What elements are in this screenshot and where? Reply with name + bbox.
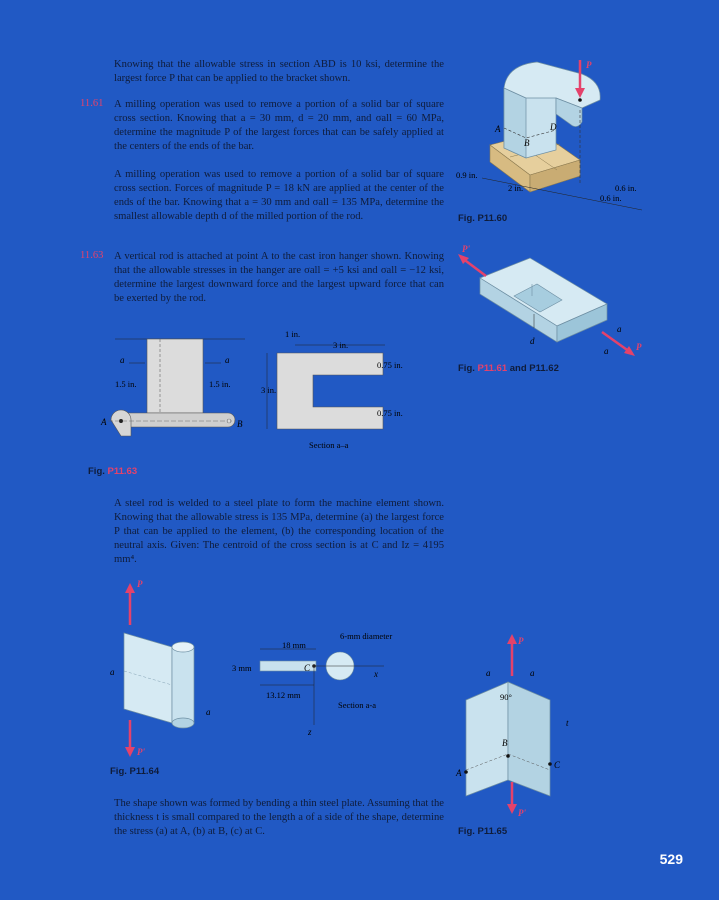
figure-p11-61-caption <box>458 363 559 374</box>
f65-label-a-right: a <box>530 668 535 678</box>
f63-caption-red: P11.63 <box>107 466 138 477</box>
problem-11-63-text: A vertical rod is attached at point A to the cast iron hanger shown. Knowing that the allowable stresses in the hanger are σall = +5 ksi and σall = −12 ksi, determine the largest downward force and the largest upward force that can be exerted by the rod. <box>114 251 444 304</box>
f60-label-D: D <box>550 122 557 132</box>
f64-dim-13-12mm: 13.12 mm <box>266 690 301 700</box>
f63-caption-pre: Fig. <box>88 466 108 477</box>
f60-dim-0-9in: 0.9 in. <box>456 170 478 180</box>
f63-dim-3in-horiz: 3 in. <box>333 340 349 350</box>
f65-label-90deg: 90° <box>500 692 512 702</box>
problem-11-62-text: A milling operation was used to remove a portion of a solid bar of square cross section. Forces of magnitude P = 18 kN are applied at the center of the ends of the bar. Knowing that a = 30 mm and σall = 135 MPa, determine the smallest allowable depth d of the milled portion of the rod. <box>114 169 444 222</box>
f64-label-a-right: a <box>206 707 211 717</box>
figure-p11-60-caption: Fig. P11.60 <box>458 213 508 224</box>
f64-label-z: z <box>308 727 312 737</box>
f65-label-B: B <box>502 738 508 748</box>
figure-p11-60 <box>452 50 667 235</box>
problem-11-65-text: The shape shown was formed by bending a thin steel plate. Assuming that the thickness t is small compared to the length a of a side of the shape, determine the stress (a) at A, (b) at B, (c) at C. <box>114 798 444 837</box>
f60-label-P: P <box>586 60 592 70</box>
f65-label-A: A <box>456 768 462 778</box>
f64-dim-18mm: 18 mm <box>282 640 306 650</box>
figure-p11-63-caption <box>88 466 137 477</box>
f60-dim-2in: 2 in. <box>508 183 524 193</box>
figure-p11-61 <box>452 240 652 365</box>
figure-p11-65-caption: Fig. P11.65 <box>458 826 508 837</box>
f64-dim-6mm-diameter: 6-mm diameter <box>340 631 393 641</box>
f65-label-Pprime: P' <box>518 808 526 818</box>
f65-label-C: C <box>554 760 561 770</box>
f63-label-a-right: a <box>225 355 230 365</box>
f64-label-P: P <box>137 579 143 589</box>
f61-caption-red: P11.61 <box>477 363 508 374</box>
f63-dim-1-5in-right: 1.5 in. <box>209 379 231 389</box>
page-number: 529 <box>659 851 683 867</box>
f64-label-Pprime: P' <box>137 747 145 757</box>
problem-11-63-number: 11.63 <box>80 250 104 261</box>
figure-p11-64 <box>100 575 410 765</box>
f65-label-P: P <box>518 636 524 646</box>
f61-caption-post: and P11.62 <box>507 363 559 374</box>
f63-dim-1in: 1 in. <box>285 329 301 339</box>
f64-label-a-left: a <box>110 667 115 677</box>
f60-dim-0-6in-a: 0.6 in. <box>615 183 637 193</box>
figure-p11-64-caption: Fig. P11.64 <box>110 766 160 777</box>
f63-label-B: B <box>237 419 243 429</box>
problem-11-61-text: A milling operation was used to remove a portion of a solid bar of square cross section. Knowing that a = 30 mm, d = 20 mm, and σall = 60 MPa, determine the magnitude P of the largest forces that can be safely applied at the centers of the ends of the bar. <box>114 99 444 152</box>
problem-11-64-text: A steel rod is welded to a steel plate to form the machine element shown. Knowing that the allowable stress is 135 MPa, determine (a) the largest force P that can be applied to the element, (b) the corresponding location of the neutral axis. Given: The centroid of the cross section is at C and Iz = 4195 mm⁴. <box>114 498 444 565</box>
f60-label-B: B <box>524 138 530 148</box>
f63-dim-1-5in-left: 1.5 in. <box>115 379 137 389</box>
f61-label-P: P <box>636 342 642 352</box>
f61-caption-pre: Fig. <box>458 363 478 374</box>
problem-11-60-text: Knowing that the allowable stress in section ABD is 10 ksi, determine the largest force P that can be applied to the bracket shown. <box>114 59 444 84</box>
f63-label-a-left: a <box>120 355 125 365</box>
f63-dim-3in-vert: 3 in. <box>261 385 277 395</box>
f61-label-Pprime: P' <box>462 244 470 254</box>
f64-label-C: C <box>304 663 311 673</box>
f63-dim-0-75in-bottom: 0.75 in. <box>377 408 403 418</box>
problem-11-61-number: 11.61 <box>80 98 104 109</box>
f64-section-label: Section a-a <box>338 700 376 710</box>
figure-p11-63 <box>95 325 415 460</box>
f60-dim-0-6in-b: 0.6 in. <box>600 193 622 203</box>
f61-label-a2: a <box>604 346 609 356</box>
f64-dim-3mm: 3 mm <box>232 663 252 673</box>
f65-label-t: t <box>566 718 569 728</box>
figure-p11-65 <box>452 630 622 825</box>
f60-label-A: A <box>495 124 501 134</box>
f61-label-a1: a <box>617 324 622 334</box>
f63-section-label: Section a–a <box>309 440 349 450</box>
f63-label-A: A <box>101 417 107 427</box>
f65-label-a-left: a <box>486 668 491 678</box>
f61-label-d: d <box>530 336 535 346</box>
f63-dim-0-75in-top: 0.75 in. <box>377 360 403 370</box>
f64-label-x: x <box>374 669 378 679</box>
